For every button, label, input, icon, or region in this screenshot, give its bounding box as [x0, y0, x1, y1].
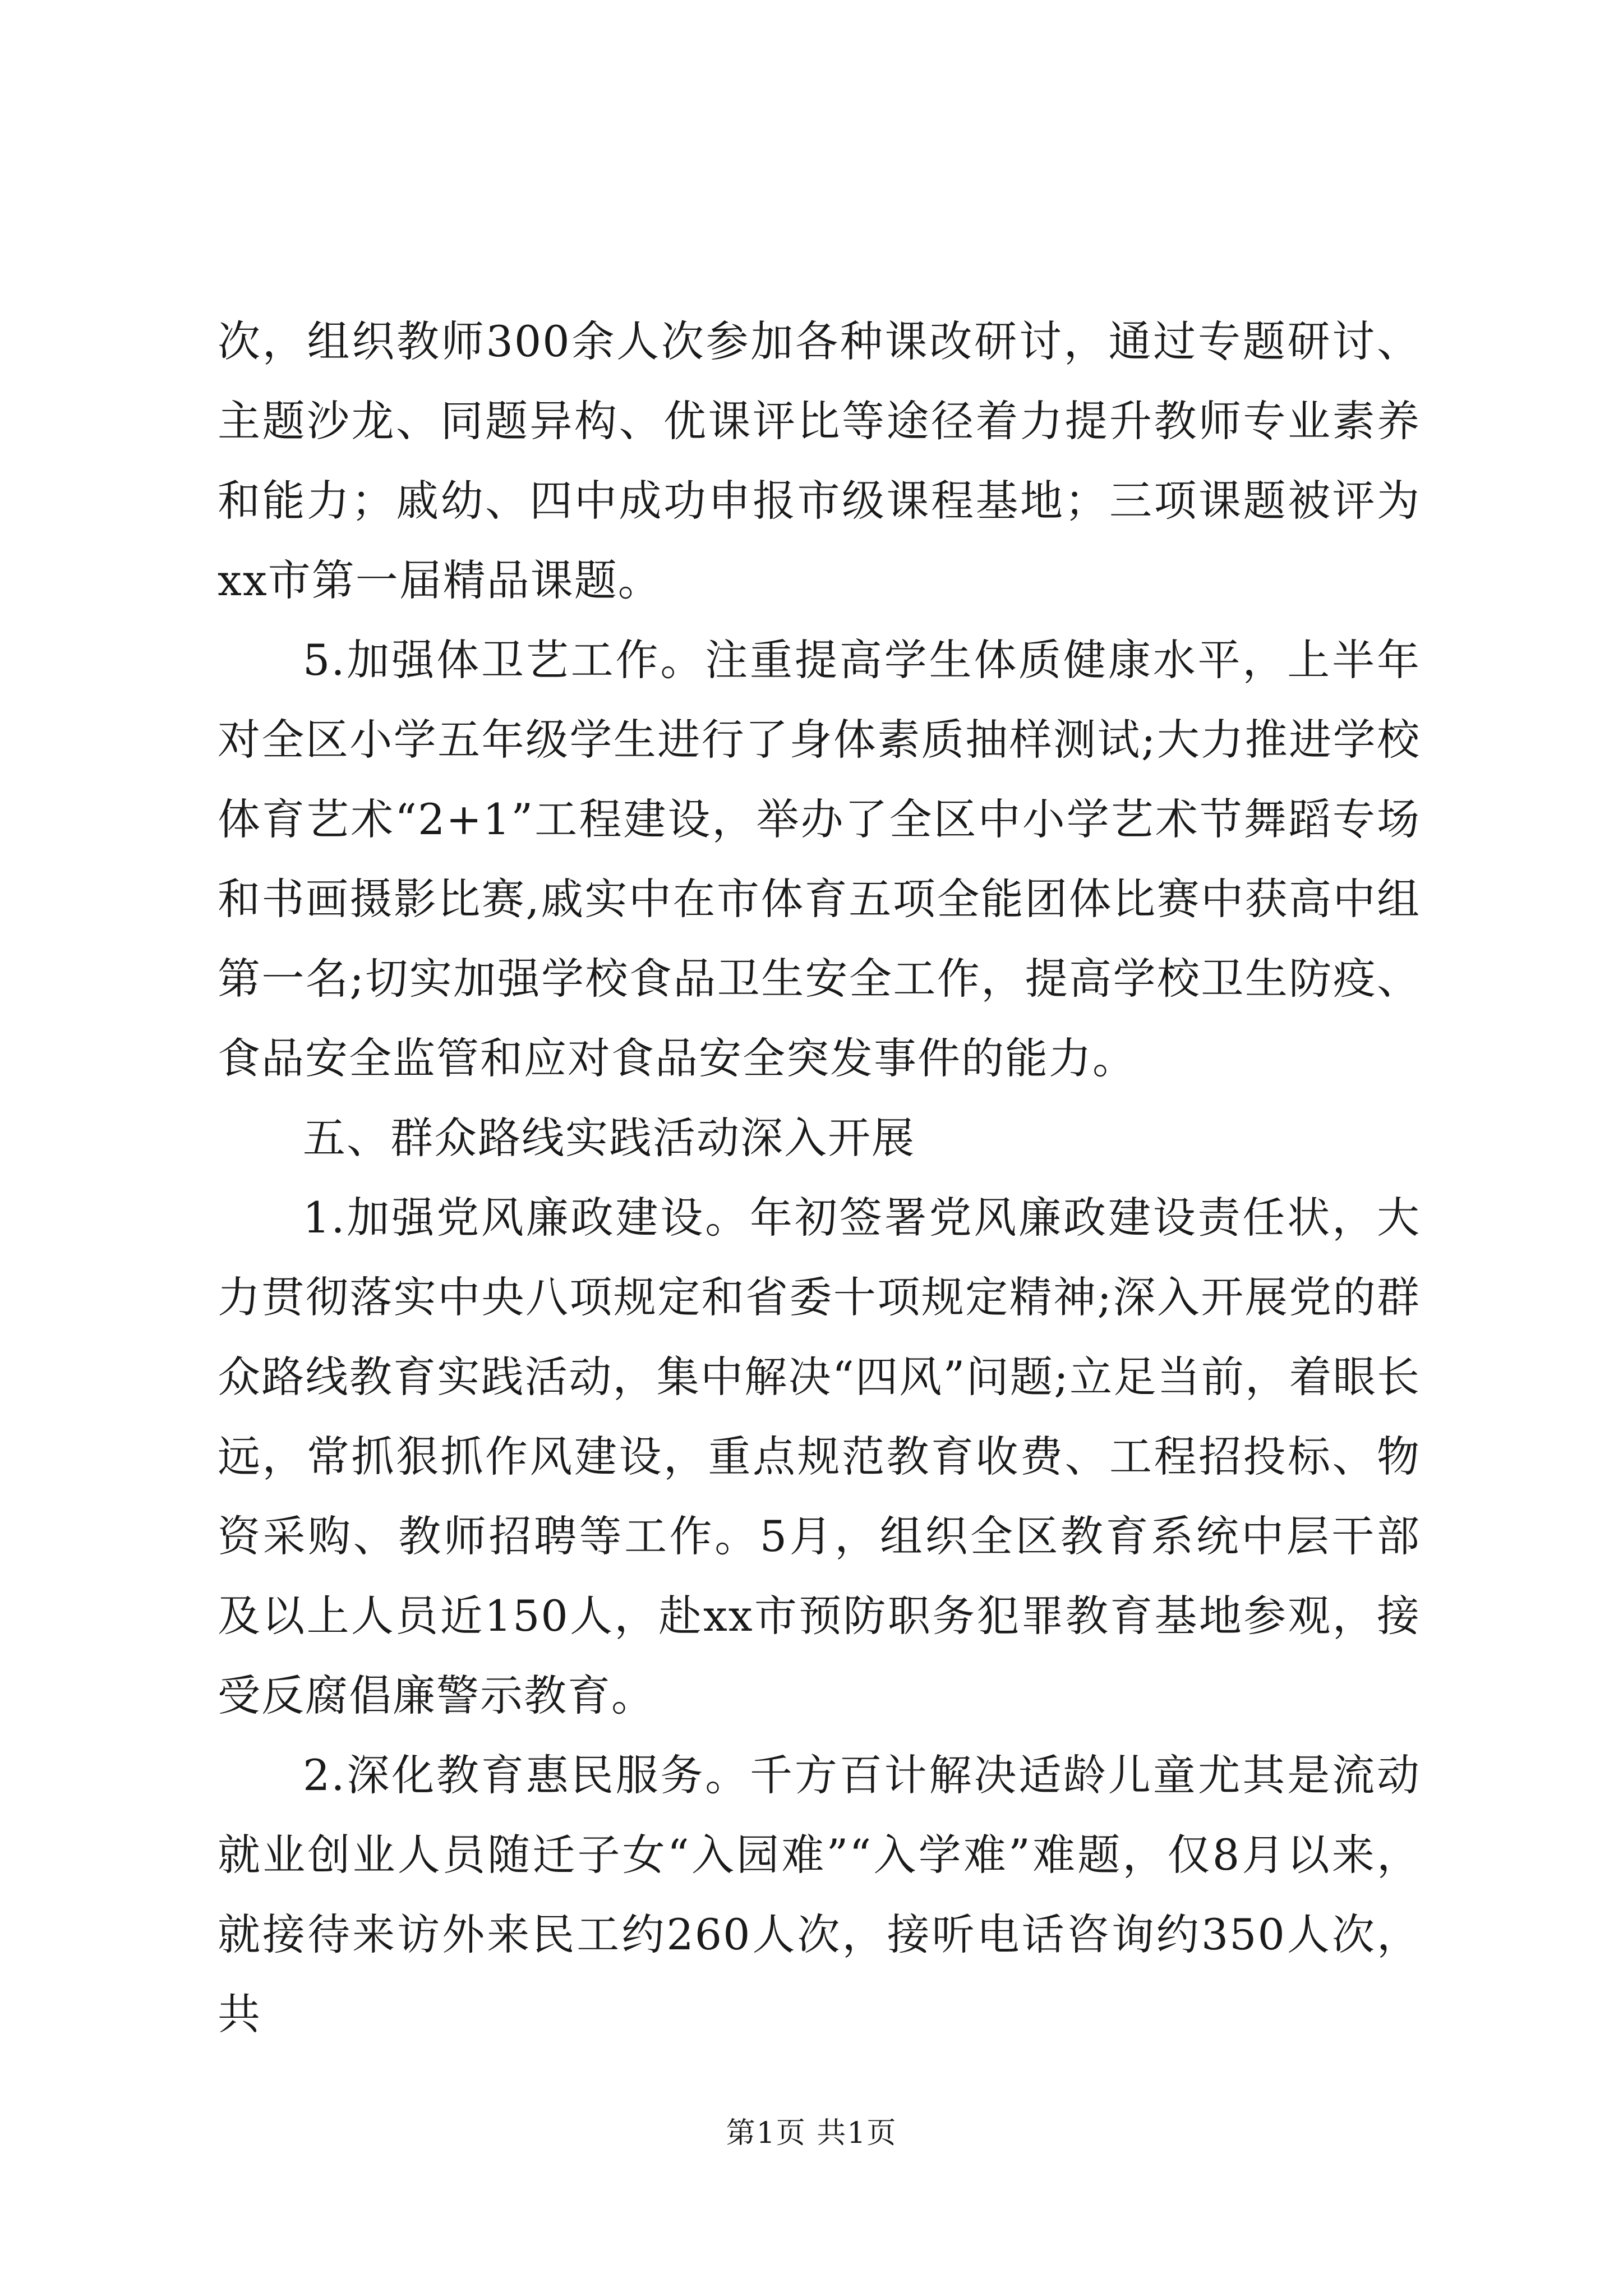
paragraph-item-1: 1.加强党风廉政建设。年初签署党风廉政建设责任状，大力贯彻落实中央八项规定和省委十项规定精神;深入开展党的群众路线教育实践活动，集中解决“四风”问题;立足当前，着眼长远，常抓狠抓作风建设，重点规范教育收费、工程招投标、物资采购、教师招聘等工作。5月，组织全区教育系统中层干部及以上人员近150人，赴xx市预防职务犯罪教育基地参观，接受反腐倡廉警示教育。 — [218, 1193, 1421, 1720]
paragraph-continuation: 次，组织教师300余人次参加各种课改研讨，通过专题研讨、主题沙龙、同题异构、优课评比等途径着力提升教师专业素养和能力；戚幼、四中成功申报市级课程基地；三项课题被评为xx市第一届精品课题。 — [218, 316, 1421, 605]
section-heading: 五、群众路线实践活动深入开展 — [303, 1113, 915, 1163]
document-body — [218, 302, 1421, 2054]
paragraph-item-5: 5.加强体卫艺工作。注重提高学生体质健康水平，上半年对全区小学五年级学生进行了身体素质抽样测试;大力推进学校体育艺术“2+1”工程建设，举办了全区中小学艺术节舞蹈专场和书画摄影比赛,戚实中在市体育五项全能团体比赛中获高中组第一名;切实加强学校食品卫生安全工作，提高学校卫生防疫、食品安全监管和应对食品安全突发事件的能力。 — [218, 635, 1421, 1083]
page-footer: 第1页 共1页 — [726, 2116, 897, 2150]
paragraph-item-2: 2.深化教育惠民服务。千方百计解决适龄儿童尤其是流动就业创业人员随迁子女“入园难”“入学难”难题，仅8月以来，就接待来访外来民工约260人次，接听电话咨询约350人次，共 — [218, 1750, 1421, 2039]
